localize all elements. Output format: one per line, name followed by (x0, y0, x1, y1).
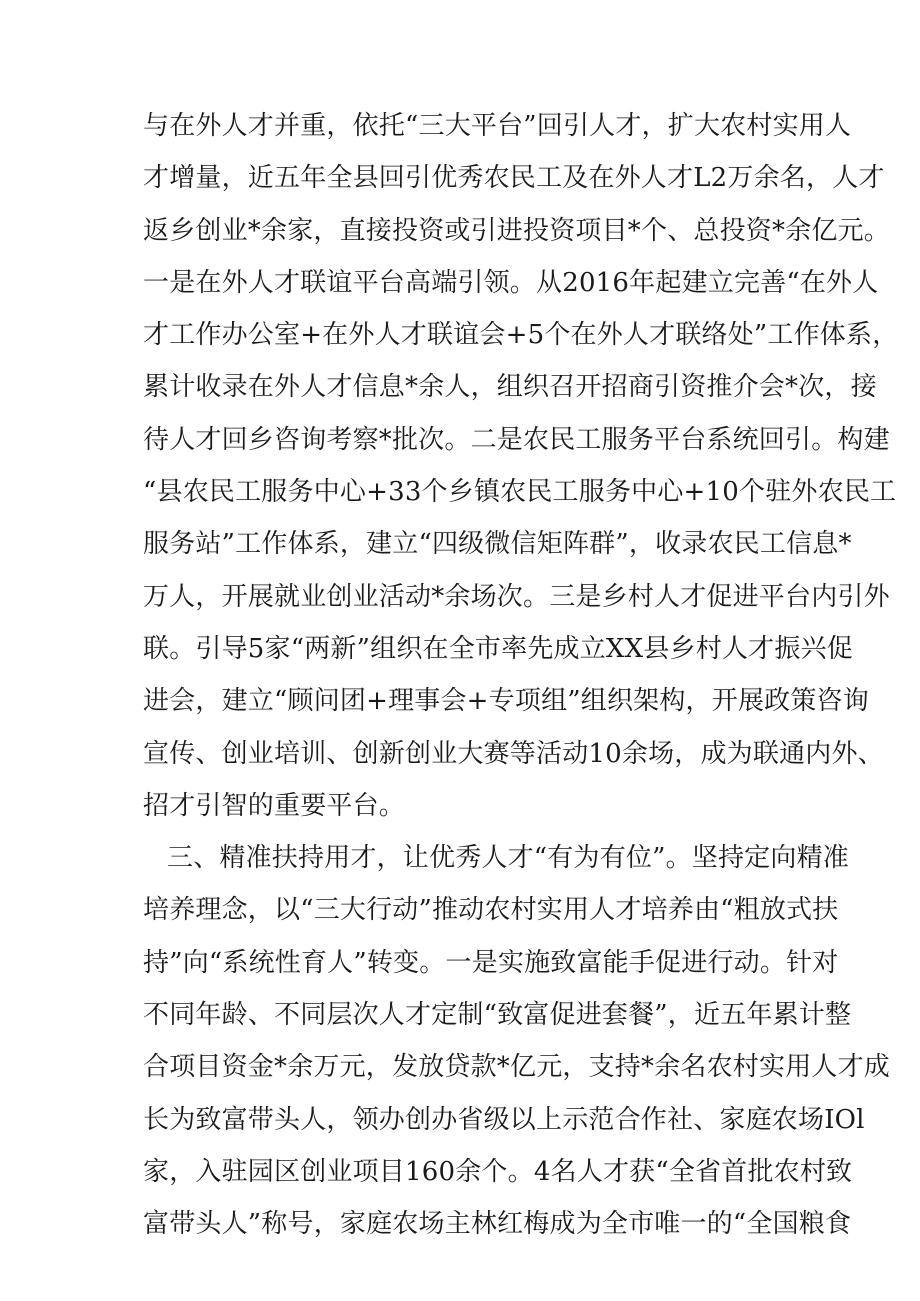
text-line: 招才引智的重要平台。 (143, 790, 406, 821)
text-line: 富带头人”称号，家庭农场主林红梅成为全市唯一的“全国粮食 (143, 1209, 852, 1240)
text-line: 累计收录在外人才信息*余人，组织召开招商引资推介会*次，接 (143, 372, 877, 403)
document-body (143, 100, 899, 1251)
text-line: 万人，开展就业创业活动*余场次。三是乡村人才促进平台内引外 (143, 581, 890, 612)
text-line: 合项目资金*余万元，发放贷款*亿元，支持*余名农村实用人才成 (143, 1052, 891, 1083)
text-line: 不同年龄、不同层次人才定制“致富促进套餐”，近五年累计整 (143, 1000, 852, 1031)
text-line: “县农民工服务中心+33个乡镇农民工服务中心+10个驻外农民工 (143, 477, 897, 508)
text-line: 一是在外人才联谊平台高端引领。从2016年起建立完善“在外人 (143, 267, 879, 298)
text-line: 进会，建立“顾问团+理事会+专项组”组织架构，开展政策咨询 (143, 686, 869, 717)
text-line: 持”向“系统性育人”转变。一是实施致富能手促进行动。针对 (143, 947, 839, 978)
text-line: 家，入驻园区创业项目160余个。4名人才获“全省首批农村致 (143, 1156, 853, 1187)
text-line: 与在外人才并重，依托“三大平台”回引人才，扩大农村实用人 (143, 111, 852, 141)
text-line: 才增量，近五年全县回引优秀农民工及在外人才L2万余名，人才 (143, 163, 885, 194)
text-line: 才工作办公室+在外人才联谊会+5个在外人才联络处”工作体系， (143, 320, 899, 351)
text-line: 培养理念，以“三大行动”推动农村实用人才培养由“粗放式扶 (143, 895, 839, 926)
text-line: 待人才回乡咨询考察*批次。二是农民工服务平台系统回引。构建 (143, 424, 890, 455)
text-line: 返乡创业*余家，直接投资或引进投资项目*个、总投资*余亿元。 (143, 215, 891, 246)
section-heading-line: 三、精准扶持用才，让优秀人才“有为有位”。坚持定向精准 (167, 843, 849, 874)
text-line: 宣传、创业培训、创新创业大赛等活动10余场，成为联通内外、 (143, 738, 884, 769)
text-line: 联。引导5家“两新”组织在全市率先成立XX县乡村人才振兴促 (143, 633, 853, 664)
text-line: 服务站”工作体系，建立“四级微信矩阵群”，收录农民工信息* (143, 529, 852, 560)
text-line: 长为致富带头人，领办创办省级以上示范合作社、家庭农场IOl (143, 1104, 865, 1135)
